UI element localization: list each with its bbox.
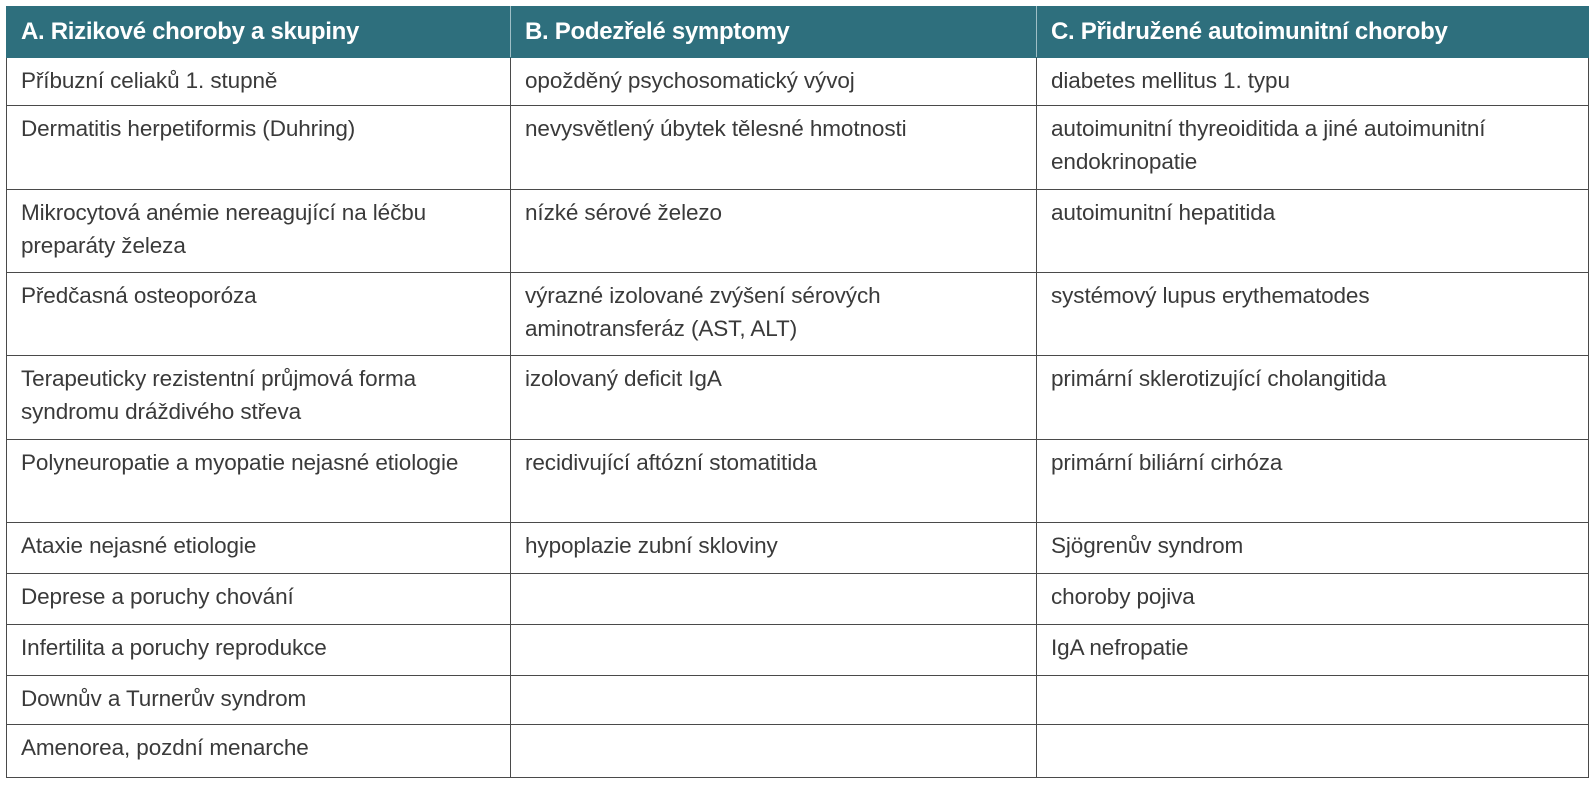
header-row <box>7 7 1589 58</box>
table-cell: Deprese a poruchy chování <box>7 574 511 625</box>
table-cell: izolovaný deficit IgA <box>511 356 1037 440</box>
table-cell: primární sklerotizující cholangitida <box>1037 356 1589 440</box>
table-cell: hypoplazie zubní skloviny <box>511 523 1037 574</box>
table-cell <box>1037 676 1589 725</box>
table-row <box>7 58 1589 106</box>
table-cell: Polyneuropatie a myopatie nejasné etiologie <box>7 440 511 523</box>
table-cell: recidivující aftózní stomatitida <box>511 440 1037 523</box>
table-row <box>7 676 1589 725</box>
header-autoimmune-diseases: C. Přidružené autoimunitní choroby <box>1037 7 1589 58</box>
table-cell: Mikrocytová anémie nereagující na léčbu preparáty železa <box>7 190 511 273</box>
table-row <box>7 106 1589 190</box>
table-cell: výrazné izolované zvýšení sérových aminotransferáz (AST, ALT) <box>511 273 1037 356</box>
table-cell: Amenorea, pozdní menarche <box>7 725 511 778</box>
table-row <box>7 725 1589 778</box>
table-cell <box>511 625 1037 676</box>
table-cell: opožděný psychosomatický vývoj <box>511 58 1037 106</box>
table-row <box>7 356 1589 440</box>
table-row <box>7 440 1589 523</box>
table-cell: autoimunitní hepatitida <box>1037 190 1589 273</box>
table-cell: nevysvětlený úbytek tělesné hmotnosti <box>511 106 1037 190</box>
table-row <box>7 574 1589 625</box>
table-cell: autoimunitní thyreoiditida a jiné autoimunitní endokrinopatie <box>1037 106 1589 190</box>
table-cell: diabetes mellitus 1. typu <box>1037 58 1589 106</box>
table-cell: Ataxie nejasné etiologie <box>7 523 511 574</box>
table-cell: primární biliární cirhóza <box>1037 440 1589 523</box>
table-cell: Terapeuticky rezistentní průjmová forma syndromu dráždivého střeva <box>7 356 511 440</box>
table-cell: nízké sérové železo <box>511 190 1037 273</box>
table-cell <box>511 676 1037 725</box>
table-cell: IgA nefropatie <box>1037 625 1589 676</box>
table-row <box>7 190 1589 273</box>
table-cell: Příbuzní celiaků 1. stupně <box>7 58 511 106</box>
table-cell: Předčasná osteoporóza <box>7 273 511 356</box>
table-cell: Infertilita a poruchy reprodukce <box>7 625 511 676</box>
table-row <box>7 523 1589 574</box>
header-risk-groups: A. Rizikové choroby a skupiny <box>7 7 511 58</box>
table-cell <box>1037 725 1589 778</box>
table-body <box>7 58 1589 778</box>
risk-table <box>6 6 1589 778</box>
table-cell: systémový lupus erythematodes <box>1037 273 1589 356</box>
table-cell: Sjögrenův syndrom <box>1037 523 1589 574</box>
risk-table-container <box>6 6 1588 778</box>
table-header <box>7 7 1589 58</box>
table-row <box>7 625 1589 676</box>
table-cell: choroby pojiva <box>1037 574 1589 625</box>
table-cell: Downův a Turnerův syndrom <box>7 676 511 725</box>
header-suspect-symptoms: B. Podezřelé symptomy <box>511 7 1037 58</box>
table-cell <box>511 725 1037 778</box>
table-cell <box>511 574 1037 625</box>
table-row <box>7 273 1589 356</box>
table-cell: Dermatitis herpetiformis (Duhring) <box>7 106 511 190</box>
